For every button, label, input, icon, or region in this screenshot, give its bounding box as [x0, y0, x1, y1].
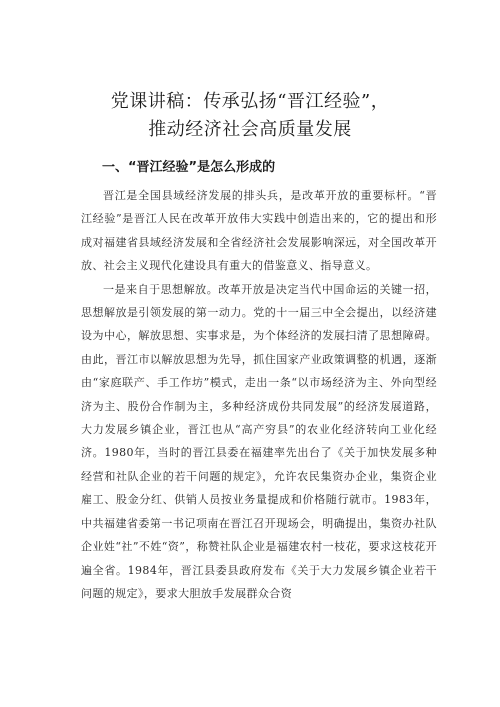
- document-body: [81, 184, 437, 605]
- document-title-line-2: 推动经济社会高质量发展: [148, 119, 352, 140]
- section-heading: 一、“晋江经验”是怎么形成的: [102, 160, 276, 175]
- paragraph-thought-liberation: 一是来自于思想解放。改革开放是决定当代中国命运的关键一招，思想解放是引领发展的第一动力。党的十一届三中全会提出，以经济建设为中心，解放思想、实事求是，为个体经济的发展扫清了思想障碍。由此，晋江市以解放思想为先导，抓住国家产业政策调整的机遇，逐渐由“家庭联产、手工作坊”模式，走出一条“以市场经济为主、外向型经济为主、股份合作制为主，多种经济成份共同发展”的经济发展道路，大力发展乡镇企业，晋江也从“高产穷县”的农业化经济转向工业化经济。1980年，当时的晋江县委在福建率先出台了《关于加快发展多种经营和社队企业的若干问题的规定》，允许农民集资办企业，集资企业雇工、股金分红、供销人员按业务量提成和价格随行就市。1983年，中共福建省委第一书记项南在晋江召开现场会，明确提出，集资办社队企业姓“社”不姓“资”，称赞社队企业是福建农村一枝花，要求这枝花开遍全省。1984年，晋江县委县政府发布《关于大力发展乡镇企业若干问题的规定》，要求大胆放手发展群众合资: [81, 282, 437, 600]
- paragraph-intro: 晋江是全国县域经济发展的排头兵，是改革开放的重要标杆。“晋江经验”是晋江人民在改革开放伟大实践中创造出来的，它的提出和形成对福建省县域经济发展和全省经济社会发展影响深远，对全国改革开放、社会主义现代化建设具有重大的借鉴意义、指导意义。: [81, 189, 437, 273]
- document-title-line-1: 党课讲稿：传承弘扬“晋江经验”，: [110, 91, 390, 112]
